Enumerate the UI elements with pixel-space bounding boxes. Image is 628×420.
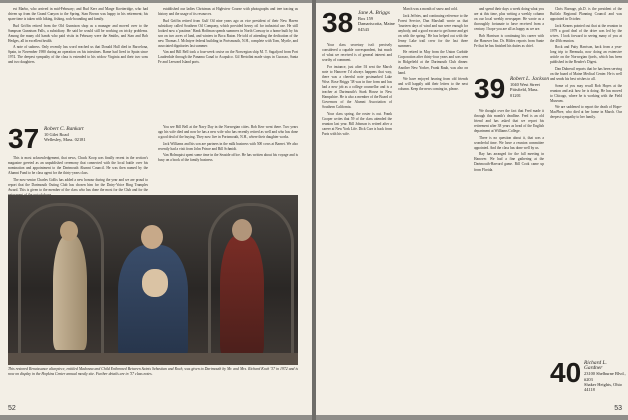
address-line-1: 10 Gilet Road bbox=[44, 132, 69, 138]
paragraph: Your class spring, the roster is out. Frank Cooper writes that 59 of the class attended the reunion last year. Bill Johnson is retired after a career at New York Life. Dick Carr is back from Paris with his wife. bbox=[322, 111, 392, 136]
secretary-address bbox=[44, 127, 86, 143]
paragraph: There is no question about it, that was a wonderful time. We have a reunion committee appointed. And the class has done well by us. bbox=[474, 135, 544, 150]
paragraph: Rock and Patty Harrison, back from a year-long trip to Bermuda, now doing an extensive article on the Norwegian fjords, which has been published in the Reader's Digest. bbox=[550, 45, 622, 65]
address-line-2: Wellesley, Mass. 02181 bbox=[44, 137, 86, 143]
paragraph: This is most acknowledgement, that news, Chuck Koop was finally recent in the section's magazine greeted as an unpublished ceremony that connected with the local battle over his nomination and appointment to the Dartmouth Alumni Council. He was then named by the Alumni Fund to be class agent for the thirty-years class. bbox=[8, 156, 148, 176]
right-column-4 bbox=[550, 7, 622, 353]
left-column-2 bbox=[158, 7, 298, 67]
saint-sebastian-figure bbox=[53, 235, 87, 350]
class-number: 40 bbox=[550, 357, 582, 388]
class-number: 39 bbox=[474, 73, 506, 104]
left-column-2-cont bbox=[158, 125, 298, 193]
saint-left-head bbox=[60, 221, 78, 241]
paragraph: We have enjoyed hearing from old friends and will happily add their letters to the next column. Keep the news coming in, please. bbox=[398, 77, 468, 92]
paragraph: Ray has arranged for the fall meeting in Hanover. We had a fine gathering at the Dartmouth-Harvard game. Bill Cook came up from Florida. bbox=[474, 152, 544, 172]
class-number: 38 bbox=[322, 7, 354, 38]
class-39-heading bbox=[474, 73, 550, 107]
secretary-name: Robert L. Jackson bbox=[510, 76, 550, 82]
paragraph: Jack Williams and his son are partners in the milk business with 500 cows at Barnet. We also recently had a visit from John Prince and Bill Schmidt. bbox=[158, 141, 298, 151]
secretary-name: Jane A. Briggs bbox=[358, 10, 390, 16]
secretary-address bbox=[584, 361, 626, 392]
class-38-heading bbox=[322, 7, 395, 41]
paragraph: est Marbo, who arrived in mid-February; and Bud Kerr and Marge Koetteridge, who had driven up from the Grand Canyon to the Spring. Stan Brown was happy in his retirement; his spare time is taken with hiking, fishing, rock-hounding and family. bbox=[8, 7, 148, 22]
paragraph: A note of sadness. Only recently has word reached us that Donald Hall died in Barcelona, Spain, in November 1980 during an operation on his intestines. Rame had lived in Spain since 1974. The deepest sympathy of the class is extended to his widow Virginia and their two sons and two daughters. bbox=[8, 45, 148, 65]
paragraph: We are saddened to report the death of Hope-MacPhee, who died at her home in March. Our deepest sympathy to her family. bbox=[550, 105, 622, 120]
saint-roch-figure bbox=[220, 235, 264, 357]
secretary-address bbox=[510, 77, 550, 98]
madonna-head bbox=[141, 225, 163, 249]
secretary-address bbox=[358, 11, 398, 32]
paragraph: Jack Kearns pointed out that at the reunion in 1979 a good deal of the drive was led by the wives. I look forward to seeing many of you at the 40th reunion. bbox=[550, 23, 622, 43]
secretary-name: Robert C. Bankart bbox=[44, 126, 84, 132]
address-line-2: Shaker Heights, Ohio 44118 bbox=[584, 381, 622, 393]
paragraph: Your class secretary isn't precisely considered a capable correspondent, but much of what we received is of general interest and worthy of comment. bbox=[322, 43, 392, 63]
class-number: 37 bbox=[8, 123, 40, 154]
saint-right-head bbox=[232, 219, 252, 241]
paragraph: Van Holmquist spent some time in the Seaside office. He has written about his voyage and is busy on a book of the family business. bbox=[158, 153, 298, 163]
left-page bbox=[0, 3, 312, 415]
address-line-2: Damariscotta, Maine 04543 bbox=[358, 21, 395, 32]
paragraph: For instance, just after I'd sent the March note to Hanover I'd always happens that way, there was a cheerful note postmarked Lake Wise. Rose Briggs '38 was in fine form and has had a new job as a college counsellor and is a teacher at Dartmouth's Stark House in New Hampshire. He is also a member of the Board of Governors of the Alumni Association of Southern California. bbox=[322, 64, 392, 110]
photo-caption: This restored Renaissance altarpiece, entitled Madonna and Child Enthroned Between Saints Sebastian and Roch, was given to Dartmouth by Mr. and Mrs. Richard Koch '37 in 1972 and is now on display in the Hopkins Center annual mostly site. Further details are in '37 class notes. bbox=[8, 367, 298, 377]
altarpiece-photo bbox=[8, 195, 298, 365]
paragraph: Bud Griffin retired from the Old Gunnison shop as a manager and moved over to the Sampson Gunnison Falls, a subsidiary. He said he would still be working on tricky problems. Among the many old hands who paid visits in February were the Smiths, and Stan and Bob Hedges, all in excellent health. bbox=[8, 23, 148, 43]
paragraph: and spend their days a week doing what you are at this time, plus writing a weekly column on our local weekly newspaper. He wrote as a thoroughly fortunate to have received from a century. I hope you are all as happy as we are. bbox=[474, 7, 544, 32]
right-column-3 bbox=[474, 7, 544, 69]
paragraph: Dan Dubreuil reports that he has been serving on the board of Maine Medical Center. He is well and sends his best wishes to all. bbox=[550, 67, 622, 82]
class-40-heading bbox=[550, 357, 624, 391]
address-line-1: 1040 West Street bbox=[510, 82, 540, 88]
child-figure bbox=[142, 269, 168, 297]
right-page bbox=[316, 3, 628, 415]
paragraph: Van and Bill Bell took a four-week cruise on the Norwegian ship M. T. Sagafjord from Port Lauderdale through the Panama Canal to Acapulco. Gil Bertolini made stops in Curacao, Santa Fe and Leeward Island ports. bbox=[158, 50, 298, 65]
paragraph: He retired in May from the Union Carbide Corporation after thirty-four years and was seen in Ridgefield at the Dartmouth Club dinner. Another New Yorker, Frank Rauh, was also on hand. bbox=[398, 50, 468, 75]
class-37-heading bbox=[8, 123, 148, 155]
page-number: 53 bbox=[614, 405, 622, 412]
right-column-3-cont bbox=[474, 109, 544, 409]
paragraph: Jack Jeffries, and continuing reference to the Forest Service, Dan Marshall wrote us that 'fourteen days of wind and sun were enough for anybody, and a good excuse to get home and get on with the spring.' He has helped out with the Jenny Lake trail crew for the last three summers. bbox=[398, 13, 468, 48]
address-line-2: Pittsfield, Mass. 01201 bbox=[510, 87, 539, 98]
paragraph: March was a month of snow and cold. bbox=[403, 7, 458, 11]
paragraph: The now-senior Charles Gollis has added a new honour during the year and we are proud to report that the Dartmouth Outing Club has chosen him for the Dairy-Voice Ring Tramples Award. This is given to the member of the class who has done the most for the Club and for the bbox=[8, 177, 148, 192]
paragraph: Chris Burrage, ph.D. is the president of the Buffalo Regional Planning Council and was appointed in October. bbox=[550, 7, 622, 22]
altar-step bbox=[8, 353, 298, 365]
right-column-2 bbox=[398, 7, 468, 409]
paragraph: Some of you may recall Bob Hayes at the reunion and ask how he is doing. He has moved to Chicago, where he is working with the Field Museum. bbox=[550, 83, 622, 103]
paragraph: We thought over the fact that Fred made it through this month's deadline. Fred is an old friend and has asked that we report his retirement after 38 years as head of the English department at Williams College. bbox=[474, 109, 544, 134]
paragraph: Bud Griffin retired from Gulf Oil nine years ago as vice president of their New Haven subsidiary called Southern Oil Company, which provided heavy oil for industrial use. He still looked now a 'pastime.' Hank Hoffman spends summers in North Conway in a home built by his son on two acres of land, and winters in Boca Raton. He told of attending the dedication of the new Thomas J. McIntyre federal building in Portsmouth, N.H., complete with Tom, Myrtle, and associated dignitaries last summer. bbox=[158, 18, 298, 48]
address-line-1: 23100 Shelburne Blvd., #203 bbox=[584, 371, 626, 382]
madonna-figure bbox=[118, 245, 188, 360]
paragraph: established our ladies Christmas at Highview Course with photographs and tree tracing us history and the usage of its resources. bbox=[158, 7, 298, 17]
secretary-name: Richard L. Gardner bbox=[584, 360, 607, 372]
left-column-1-cont bbox=[8, 156, 148, 194]
right-column-1 bbox=[322, 43, 392, 409]
paragraph: You see Bill Bell at the Navy Day in the Norwegian cities. Bob Kerr went there. Two years ago his wife died and now he has a new wife who has recently retired as well and who has done a good deal of the buying. They now live in Portsmouth, N.H., where their daughter works. bbox=[158, 125, 298, 140]
address-line-1: Box 159 bbox=[358, 16, 374, 22]
left-column-1 bbox=[8, 7, 148, 67]
page-number: 52 bbox=[8, 405, 16, 412]
paragraph: Bob Harrison is continuing his career with the Hanover Inn. Dr. Hildes reports from Sante Fe that he has finished his duties as chief. bbox=[474, 33, 544, 48]
